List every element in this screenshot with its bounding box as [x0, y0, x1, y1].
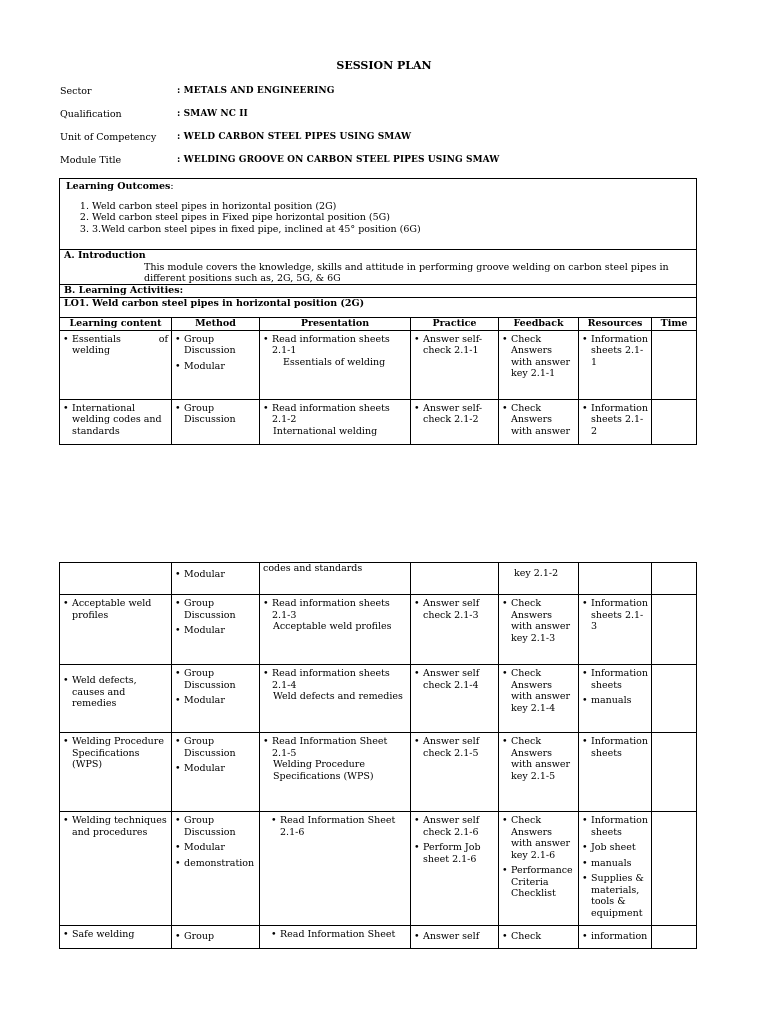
col-feedback: Feedback — [499, 317, 579, 330]
lo1-heading: LO1. Weld carbon steel pipes in horizontal position (2G) — [60, 297, 697, 317]
meta-module: Module Title : WELDING GROOVE ON CARBON STEEL PIPES USING SMAW — [60, 155, 500, 166]
learning-outcomes: Learning Outcomes: 1. Weld carbon steel pipes in horizontal position (2G) 2. Weld carbon steel pipes in Fixed pipe horizontal position (5G) 3. 3.Weld carbon steel pipes in fixed pipe, inclined at 45° position (6G) — [60, 179, 697, 250]
meta-qualification: Qualification : SMAW NC II — [60, 109, 248, 120]
table-row: • Safe welding • Group • Read Information Sheet • Answer self • Check • information — [60, 926, 697, 949]
introduction: A. Introduction This module covers the knowledge, skills and attitude in performing groove welding on carbon steel pipes in different positions such as, 2G, 5G, & 6G — [60, 250, 697, 285]
table-row: • International welding codes and standards • Group Discussion • Read information sheets 2.1-2 International welding • Answer self-check 2.1-2 • Check Answers with answer • Information sheets 2.1-2 — [60, 399, 697, 445]
table-row: • Modular codes and standards key 2.1-2 — [60, 563, 697, 595]
outcome-item: 3. 3.Weld carbon steel pipes in fixed pipe, inclined at 45° position (6G) — [92, 224, 690, 236]
table-row: • Welding techniques and procedures • Group Discussion • Modular • demonstration • Read Information Sheet 2.1-6 • Answer self check 2.1-6 • Perform Job sheet 2.1-6 • Check Answers with answer key 2.1-6 • Performance Criteria Checklist • Information sheets • Job sheet • manuals • Supplies & materials, tools & equipment — [60, 812, 697, 926]
meta-unit: Unit of Competency : WELD CARBON STEEL PIPES USING SMAW — [60, 132, 412, 143]
col-resources: Resources — [579, 317, 652, 330]
session-table-page1 — [59, 178, 697, 445]
session-table-page2 — [59, 562, 697, 949]
col-learning-content: Learning content — [60, 317, 172, 330]
col-method: Method — [172, 317, 260, 330]
col-practice: Practice — [411, 317, 499, 330]
page-title: SESSION PLAN — [336, 59, 432, 72]
table-row: • Weld defects, causes and remedies • Group Discussion • Modular • Read information sheets 2.1-4 Weld defects and remedies • Answer self check 2.1-4 • Check Answers with answer key 2.1-4 • Information sheets • manuals — [60, 665, 697, 733]
outcome-item: 2. Weld carbon steel pipes in Fixed pipe horizontal position (5G) — [92, 212, 690, 224]
table-row: • Acceptable weld profiles • Group Discussion • Modular • Read information sheets 2.1-3 Acceptable weld profiles • Answer self check 2.1-3 • Check Answers with answer key 2.1-3 • Information sheets 2.1-3 — [60, 595, 697, 665]
outcome-item: 1. Weld carbon steel pipes in horizontal position (2G) — [92, 201, 690, 213]
learning-activities-heading: B. Learning Activities: — [60, 285, 697, 298]
col-presentation: Presentation — [260, 317, 411, 330]
table-row: • Essentials of welding • Group Discussion • Modular • Read information sheets 2.1-1 Essentials of welding • Answer self-check 2.1-1 • Check Answers with answer key 2.1-1 • Information sheets 2.1-1 — [60, 330, 697, 399]
table-row: • Welding Procedure Specifications (WPS) • Group Discussion • Modular • Read Information Sheet 2.1-5 Welding Procedure Specifications (WPS) • Answer self check 2.1-5 • Check Answers with answer key 2.1-5 • Information sheets — [60, 733, 697, 812]
meta-sector: Sector : METALS AND ENGINEERING — [60, 86, 335, 97]
col-time: Time — [652, 317, 697, 330]
